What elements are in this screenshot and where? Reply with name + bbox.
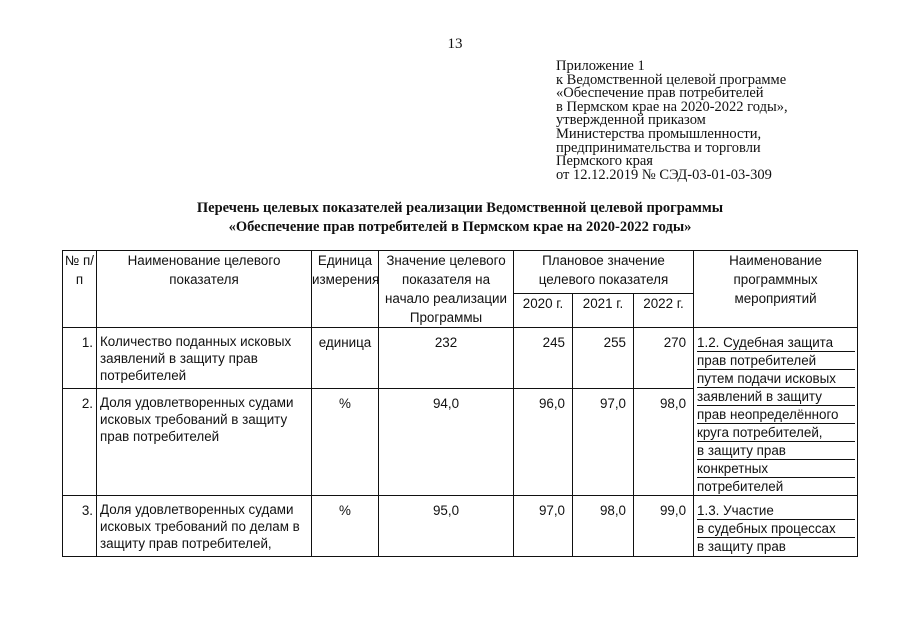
row-start-value: 232 [379,328,514,389]
row-value-2022: 99,0 [634,496,694,557]
row-num: 2. [63,388,97,495]
event-line: 1.3. Участие [697,502,855,520]
row-value-2020: 245 [514,328,573,389]
header-events: Наименование программных мероприятий [694,251,858,328]
appendix-line: «Обеспечение прав потребителей [556,85,764,102]
appendix-block [556,60,886,182]
table-row [63,328,858,389]
event-line: в защиту прав [697,539,786,554]
event-line: прав неопределённого [697,406,855,424]
header-num: № п/п [63,251,97,328]
row-start-value: 94,0 [379,388,514,495]
event-line: в судебных процессах [697,520,855,538]
row-value-2021: 98,0 [573,496,634,557]
header-year-2020: 2020 г. [514,294,573,328]
events-cell-1 [694,328,858,496]
appendix-line: от 12.12.2019 № СЭД-03-01-03-309 [556,166,772,183]
appendix-line: Пермского края [556,153,653,170]
row-value-2021: 255 [573,328,634,389]
appendix-line: в Пермском крае на 2020-2022 годы», [556,98,788,115]
event-line: круга потребителей, [697,424,855,442]
appendix-line: предпринимательства и торговли [556,139,761,156]
event-line: заявлений в защиту [697,388,855,406]
row-value-2022: 98,0 [634,388,694,495]
appendix-line: утвержденной приказом [556,112,706,129]
appendix-line: Министерства промышленности, [556,125,762,142]
document-title [80,199,840,237]
event-line: конкретных [697,460,855,478]
row-value-2022: 270 [634,328,694,389]
row-indicator-name: Количество поданных исковых заявлений в защиту прав потребителей [97,328,312,389]
title-line-1: Перечень целевых показателей реализации Ведомственной целевой программы [196,200,724,216]
event-line: в защиту прав [697,442,855,460]
header-unit: Единица измерения [312,251,379,328]
header-start-value: Значение целевого показателя на начало реализации Программы [379,251,514,328]
event-line: 1.2. Судебная защита [697,334,855,352]
row-indicator-name: Доля удовлетворенных судами исковых требований в защиту прав потребителей [97,388,312,495]
header-plan: Плановое значение целевого показателя [514,251,694,294]
event-line: путем подачи исковых [697,370,855,388]
row-num: 3. [63,496,97,557]
header-name: Наименование целевого показателя [97,251,312,328]
table-header-row [63,251,858,294]
event-line: прав потребителей [697,352,855,370]
row-unit: % [312,388,379,495]
title-line-2: «Обеспечение прав потребителей в Пермском крае на 2020-2022 годы» [228,219,692,235]
row-num: 1. [63,328,97,389]
indicators-table [62,250,858,557]
header-year-2021: 2021 г. [573,294,634,328]
row-value-2020: 97,0 [514,496,573,557]
header-year-2022: 2022 г. [634,294,694,328]
row-value-2021: 97,0 [573,388,634,495]
appendix-line: Приложение 1 [556,58,645,74]
page-number: 13 [447,36,463,52]
row-unit: единица [312,328,379,389]
row-unit: % [312,496,379,557]
appendix-line: к Ведомственной целевой программе [556,71,787,88]
events-cell-2 [694,496,858,557]
event-line: потребителей [697,479,784,494]
row-value-2020: 96,0 [514,388,573,495]
row-start-value: 95,0 [379,496,514,557]
row-indicator-name: Доля удовлетворенных судами исковых требований по делам в защиту прав потребителей, [97,496,312,557]
table-row [63,496,858,557]
